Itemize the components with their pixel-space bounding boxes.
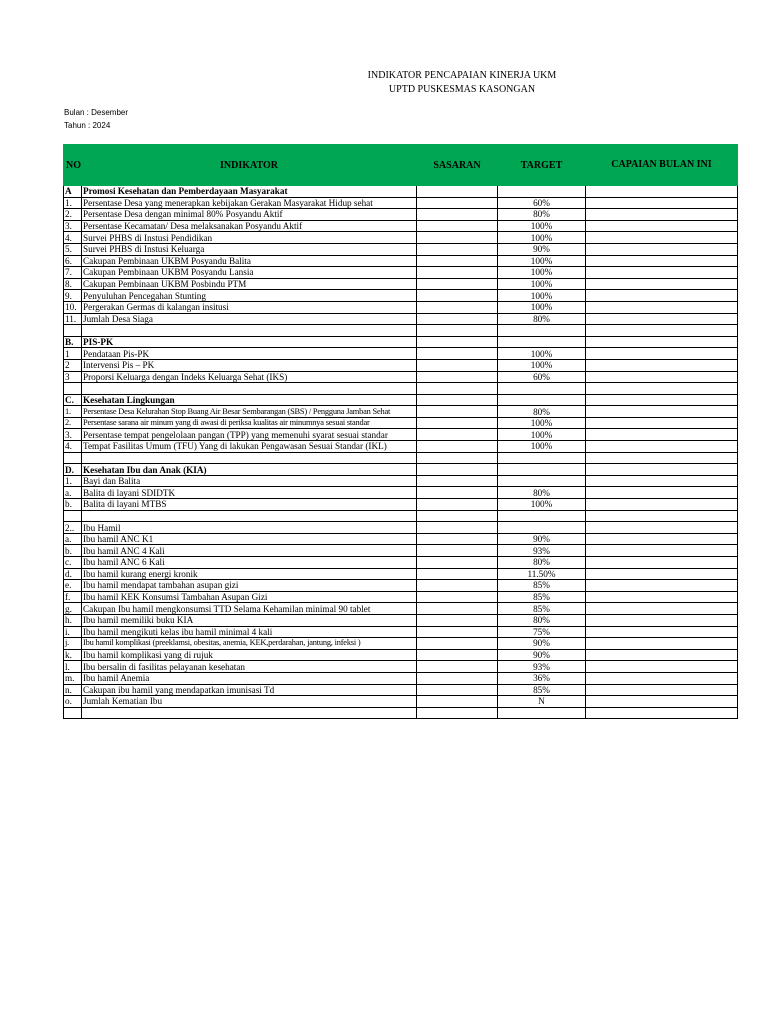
row-sasaran — [417, 232, 498, 244]
row-capaian — [586, 707, 738, 719]
column-header-sasaran: SASARAN — [417, 145, 498, 186]
row-target — [498, 394, 586, 406]
table-row — [64, 533, 738, 545]
table-row — [64, 186, 738, 198]
row-sasaran — [417, 626, 498, 638]
row-no: 2.. — [64, 522, 82, 534]
row-target: 90% — [498, 243, 586, 255]
row-target: 80% — [498, 487, 586, 499]
row-target: 85% — [498, 603, 586, 615]
row-capaian — [586, 359, 738, 371]
row-sasaran — [417, 406, 498, 418]
row-sasaran — [417, 464, 498, 476]
table-row — [64, 383, 738, 395]
row-indikator: Kesehatan Ibu dan Anak (KIA) — [82, 464, 417, 476]
column-header-target: TARGET — [498, 145, 586, 186]
row-capaian — [586, 336, 738, 348]
row-no: 3. — [64, 220, 82, 232]
row-target — [498, 452, 586, 464]
row-capaian — [586, 348, 738, 360]
table-row — [64, 267, 738, 279]
table-row — [64, 591, 738, 603]
table-body — [64, 186, 738, 719]
row-target — [498, 325, 586, 337]
row-no: a. — [64, 487, 82, 499]
row-sasaran — [417, 580, 498, 592]
row-indikator: Tempat Fasilitas Umum (TFU) Yang di lakukan Pengawasan Sesuai Standar (IKL) — [82, 441, 417, 453]
row-sasaran — [417, 510, 498, 522]
row-capaian — [586, 325, 738, 337]
row-no: 1. — [64, 197, 82, 209]
table-row — [64, 684, 738, 696]
row-capaian — [586, 614, 738, 626]
row-indikator: Ibu hamil kurang energi kronik — [82, 568, 417, 580]
row-target: 80% — [498, 209, 586, 221]
row-no: 1 — [64, 348, 82, 360]
row-sasaran — [417, 672, 498, 684]
row-capaian — [586, 649, 738, 661]
row-sasaran — [417, 568, 498, 580]
row-no: 1. — [64, 475, 82, 487]
row-capaian — [586, 232, 738, 244]
row-sasaran — [417, 359, 498, 371]
row-indikator: Cakupan Ibu hamil mengkonsumsi TTD Selama Kehamilan minimal 90 tablet — [82, 603, 417, 615]
row-indikator: Pergerakan Germas di kalangan insitusi — [82, 301, 417, 313]
row-indikator: Ibu hamil mendapat tambahan asupan gizi — [82, 580, 417, 592]
table-row — [64, 696, 738, 708]
row-no: c. — [64, 557, 82, 569]
row-indikator: Survei PHBS di Instusi Pendidikan — [82, 232, 417, 244]
row-indikator — [82, 452, 417, 464]
row-no: 2. — [64, 209, 82, 221]
row-target — [498, 510, 586, 522]
row-capaian — [586, 672, 738, 684]
row-capaian — [586, 371, 738, 383]
row-target: 100% — [498, 301, 586, 313]
row-indikator: Ibu hamil ANC K1 — [82, 533, 417, 545]
row-indikator — [82, 325, 417, 337]
row-indikator: Bayi dan Balita — [82, 475, 417, 487]
row-indikator: Ibu hamil ANC 6 Kali — [82, 557, 417, 569]
row-no: 9. — [64, 290, 82, 302]
row-target: 75% — [498, 626, 586, 638]
row-target — [498, 186, 586, 198]
row-capaian — [586, 626, 738, 638]
row-sasaran — [417, 591, 498, 603]
row-target: 93% — [498, 545, 586, 557]
indicator-table — [63, 144, 738, 719]
row-indikator: Cakupan Pembinaan UKBM Posyandu Lansia — [82, 267, 417, 279]
row-target: 60% — [498, 371, 586, 383]
row-target: 100% — [498, 499, 586, 511]
column-header-indikator: INDIKATOR — [82, 145, 417, 186]
row-sasaran — [417, 290, 498, 302]
row-capaian — [586, 533, 738, 545]
row-capaian — [586, 568, 738, 580]
table-row — [64, 220, 738, 232]
row-no: d. — [64, 568, 82, 580]
column-header-no: NO — [64, 145, 82, 186]
table-row — [64, 243, 738, 255]
row-capaian — [586, 638, 738, 650]
row-sasaran — [417, 684, 498, 696]
row-capaian — [586, 406, 738, 418]
table-row — [64, 417, 738, 429]
row-target: 85% — [498, 591, 586, 603]
row-no: k. — [64, 649, 82, 661]
row-capaian — [586, 278, 738, 290]
row-no: b. — [64, 499, 82, 511]
row-target: 100% — [498, 278, 586, 290]
row-capaian — [586, 603, 738, 615]
table-row — [64, 510, 738, 522]
row-target: 100% — [498, 255, 586, 267]
row-sasaran — [417, 348, 498, 360]
row-capaian — [586, 197, 738, 209]
row-indikator: Ibu hamil komplikasi (preeklamsi, obesitas, anemia, KEK,perdarahan, jantung, infeksi ) — [82, 638, 417, 650]
row-no — [64, 325, 82, 337]
row-target — [498, 464, 586, 476]
row-target: 85% — [498, 684, 586, 696]
table-row — [64, 603, 738, 615]
row-target: 100% — [498, 267, 586, 279]
row-no: 3 — [64, 371, 82, 383]
row-target — [498, 475, 586, 487]
row-sasaran — [417, 603, 498, 615]
row-capaian — [586, 301, 738, 313]
row-target: 11.50% — [498, 568, 586, 580]
table-row — [64, 568, 738, 580]
row-indikator: Promosi Kesehatan dan Pemberdayaan Masyarakat — [82, 186, 417, 198]
row-indikator: Persentase tempat pengelolaan pangan (TPP) yang memenuhi syarat sesuai standar — [82, 429, 417, 441]
row-no: A — [64, 186, 82, 198]
row-indikator: Ibu hamil komplikasi yang di rujuk — [82, 649, 417, 661]
row-capaian — [586, 696, 738, 708]
row-no: b. — [64, 545, 82, 557]
row-capaian — [586, 661, 738, 673]
row-sasaran — [417, 220, 498, 232]
row-indikator: Jumlah Desa Siaga — [82, 313, 417, 325]
row-indikator: Kesehatan Lingkungan — [82, 394, 417, 406]
row-sasaran — [417, 278, 498, 290]
row-indikator: Persentase Kecamatan/ Desa melaksanakan Posyandu Aktif — [82, 220, 417, 232]
row-target: 100% — [498, 417, 586, 429]
table-row — [64, 499, 738, 511]
row-sasaran — [417, 243, 498, 255]
row-indikator: Cakupan ibu hamil yang mendapatkan imunisasi Td — [82, 684, 417, 696]
row-sasaran — [417, 545, 498, 557]
row-sasaran — [417, 209, 498, 221]
table-header-row — [64, 145, 738, 186]
row-capaian — [586, 220, 738, 232]
row-no: 11. — [64, 313, 82, 325]
table-row — [64, 545, 738, 557]
row-capaian — [586, 522, 738, 534]
row-capaian — [586, 429, 738, 441]
row-capaian — [586, 394, 738, 406]
row-no: 10. — [64, 301, 82, 313]
row-capaian — [586, 580, 738, 592]
row-sasaran — [417, 325, 498, 337]
row-no — [64, 452, 82, 464]
row-sasaran — [417, 533, 498, 545]
row-no: o. — [64, 696, 82, 708]
row-sasaran — [417, 301, 498, 313]
row-indikator: Persentase Desa Kelurahan Stop Buang Air Besar Sembarangan (SBS) / Pengguna Jamban Sehat — [82, 406, 417, 418]
row-indikator: Ibu bersalin di fasilitas pelayanan kesehatan — [82, 661, 417, 673]
table-row — [64, 348, 738, 360]
row-sasaran — [417, 429, 498, 441]
table-row — [64, 313, 738, 325]
row-target: 100% — [498, 232, 586, 244]
row-capaian — [586, 452, 738, 464]
row-no: n. — [64, 684, 82, 696]
row-target: 90% — [498, 638, 586, 650]
row-no: m. — [64, 672, 82, 684]
row-no: h. — [64, 614, 82, 626]
row-target: 36% — [498, 672, 586, 684]
row-indikator: Ibu hamil memiliki buku KIA — [82, 614, 417, 626]
row-capaian — [586, 209, 738, 221]
row-sasaran — [417, 336, 498, 348]
row-no: 7. — [64, 267, 82, 279]
table-row — [64, 371, 738, 383]
month-label: Bulan : Desember — [64, 108, 129, 117]
table-row — [64, 522, 738, 534]
row-indikator: Jumlah Kematian Ibu — [82, 696, 417, 708]
row-indikator: PIS-PK — [82, 336, 417, 348]
row-no: l. — [64, 661, 82, 673]
table-row — [64, 707, 738, 719]
row-indikator: Survei PHBS di Instusi Keluarga — [82, 243, 417, 255]
table-row — [64, 197, 738, 209]
row-target: 100% — [498, 220, 586, 232]
table-row — [64, 661, 738, 673]
row-target: 100% — [498, 290, 586, 302]
row-sasaran — [417, 649, 498, 661]
row-target — [498, 383, 586, 395]
row-indikator: Persentase Desa yang menerapkan kebijakan Gerakan Masyarakat Hidup sehat — [82, 197, 417, 209]
table-row — [64, 325, 738, 337]
row-no: 1. — [64, 406, 82, 418]
table-row — [64, 232, 738, 244]
row-sasaran — [417, 255, 498, 267]
row-target: 100% — [498, 429, 586, 441]
row-no: B. — [64, 336, 82, 348]
row-no: 3. — [64, 429, 82, 441]
row-capaian — [586, 255, 738, 267]
table-row — [64, 672, 738, 684]
table-row — [64, 359, 738, 371]
row-capaian — [586, 267, 738, 279]
table-row — [64, 557, 738, 569]
row-sasaran — [417, 441, 498, 453]
table-row — [64, 626, 738, 638]
row-capaian — [586, 383, 738, 395]
row-no: D. — [64, 464, 82, 476]
row-indikator — [82, 510, 417, 522]
row-indikator — [82, 383, 417, 395]
row-sasaran — [417, 499, 498, 511]
row-target: 93% — [498, 661, 586, 673]
row-sasaran — [417, 197, 498, 209]
row-no: 2. — [64, 417, 82, 429]
row-indikator — [82, 707, 417, 719]
row-indikator: Intervensi Pis – PK — [82, 359, 417, 371]
row-sasaran — [417, 313, 498, 325]
row-target: 80% — [498, 406, 586, 418]
table-row — [64, 406, 738, 418]
row-indikator: Ibu Hamil — [82, 522, 417, 534]
row-no — [64, 707, 82, 719]
row-capaian — [586, 475, 738, 487]
row-target: 100% — [498, 359, 586, 371]
row-capaian — [586, 557, 738, 569]
row-indikator: Penyuluhan Pencegahan Stunting — [82, 290, 417, 302]
table-row — [64, 278, 738, 290]
row-indikator: Persentase sarana air minum yang di awasi di periksa kualitas air minumnya sesuai standar — [82, 417, 417, 429]
row-sasaran — [417, 557, 498, 569]
row-no — [64, 510, 82, 522]
row-capaian — [586, 510, 738, 522]
row-capaian — [586, 464, 738, 476]
row-capaian — [586, 417, 738, 429]
row-indikator: Cakupan Pembinaan UKBM Posbindu PTM — [82, 278, 417, 290]
row-target — [498, 336, 586, 348]
table-row — [64, 441, 738, 453]
row-capaian — [586, 684, 738, 696]
table-row — [64, 301, 738, 313]
table-row — [64, 429, 738, 441]
row-indikator: Cakupan Pembinaan UKBM Posyandu Balita — [82, 255, 417, 267]
row-sasaran — [417, 475, 498, 487]
table-row — [64, 290, 738, 302]
row-capaian — [586, 499, 738, 511]
row-no: C. — [64, 394, 82, 406]
row-no: 5. — [64, 243, 82, 255]
row-target: 100% — [498, 348, 586, 360]
row-target: N — [498, 696, 586, 708]
row-target: 90% — [498, 649, 586, 661]
table-row — [64, 464, 738, 476]
row-target: 100% — [498, 441, 586, 453]
row-indikator: Balita di layani MTBS — [82, 499, 417, 511]
row-target — [498, 522, 586, 534]
row-target: 80% — [498, 313, 586, 325]
row-capaian — [586, 186, 738, 198]
row-sasaran — [417, 186, 498, 198]
row-indikator: Ibu hamil Anemia — [82, 672, 417, 684]
row-capaian — [586, 243, 738, 255]
table-row — [64, 580, 738, 592]
table-row — [64, 255, 738, 267]
row-no: i. — [64, 626, 82, 638]
row-sasaran — [417, 522, 498, 534]
row-no: e. — [64, 580, 82, 592]
row-sasaran — [417, 696, 498, 708]
row-indikator: Pendataan Pis-PK — [82, 348, 417, 360]
year-label: Tahun : 2024 — [64, 121, 111, 130]
row-indikator: Ibu hamil ANC 4 Kali — [82, 545, 417, 557]
row-capaian — [586, 591, 738, 603]
document-title: INDIKATOR PENCAPAIAN KINERJA UKM — [367, 70, 557, 81]
row-no: 2 — [64, 359, 82, 371]
table-row — [64, 487, 738, 499]
row-target: 80% — [498, 557, 586, 569]
row-capaian — [586, 487, 738, 499]
row-sasaran — [417, 267, 498, 279]
row-sasaran — [417, 417, 498, 429]
row-sasaran — [417, 394, 498, 406]
row-target: 60% — [498, 197, 586, 209]
table-row — [64, 475, 738, 487]
column-header-capaian: CAPAIAN BULAN INI — [586, 145, 738, 186]
table-row — [64, 336, 738, 348]
row-target: 90% — [498, 533, 586, 545]
table-row — [64, 638, 738, 650]
row-indikator: Ibu hamil KEK Konsumsi Tambahan Asupan Gizi — [82, 591, 417, 603]
table-row — [64, 649, 738, 661]
row-no: j. — [64, 638, 82, 650]
row-indikator: Balita di layani SDIDTK — [82, 487, 417, 499]
row-indikator: Proporsi Keluarga dengan Indeks Keluarga Sehat (IKS) — [82, 371, 417, 383]
row-capaian — [586, 441, 738, 453]
row-sasaran — [417, 707, 498, 719]
table-row — [64, 614, 738, 626]
row-no — [64, 383, 82, 395]
row-no: a. — [64, 533, 82, 545]
row-sasaran — [417, 383, 498, 395]
row-capaian — [586, 313, 738, 325]
row-indikator: Ibu hamil mengikuti kelas ibu hamil minimal 4 kali — [82, 626, 417, 638]
row-capaian — [586, 545, 738, 557]
row-target: 80% — [498, 614, 586, 626]
row-sasaran — [417, 452, 498, 464]
table-row — [64, 452, 738, 464]
table-row — [64, 394, 738, 406]
row-target — [498, 707, 586, 719]
row-sasaran — [417, 638, 498, 650]
row-sasaran — [417, 661, 498, 673]
row-no: 8. — [64, 278, 82, 290]
row-no: 6. — [64, 255, 82, 267]
row-sasaran — [417, 371, 498, 383]
row-sasaran — [417, 614, 498, 626]
row-no: 4. — [64, 232, 82, 244]
row-sasaran — [417, 487, 498, 499]
row-target: 85% — [498, 580, 586, 592]
row-no: 4. — [64, 441, 82, 453]
table-row — [64, 209, 738, 221]
row-indikator: Persentase Desa dengan minimal 80% Posyandu Aktif — [82, 209, 417, 221]
row-no: g. — [64, 603, 82, 615]
document-subtitle: UPTD PUSKESMAS KASONGAN — [388, 84, 536, 95]
row-capaian — [586, 290, 738, 302]
row-no: f. — [64, 591, 82, 603]
